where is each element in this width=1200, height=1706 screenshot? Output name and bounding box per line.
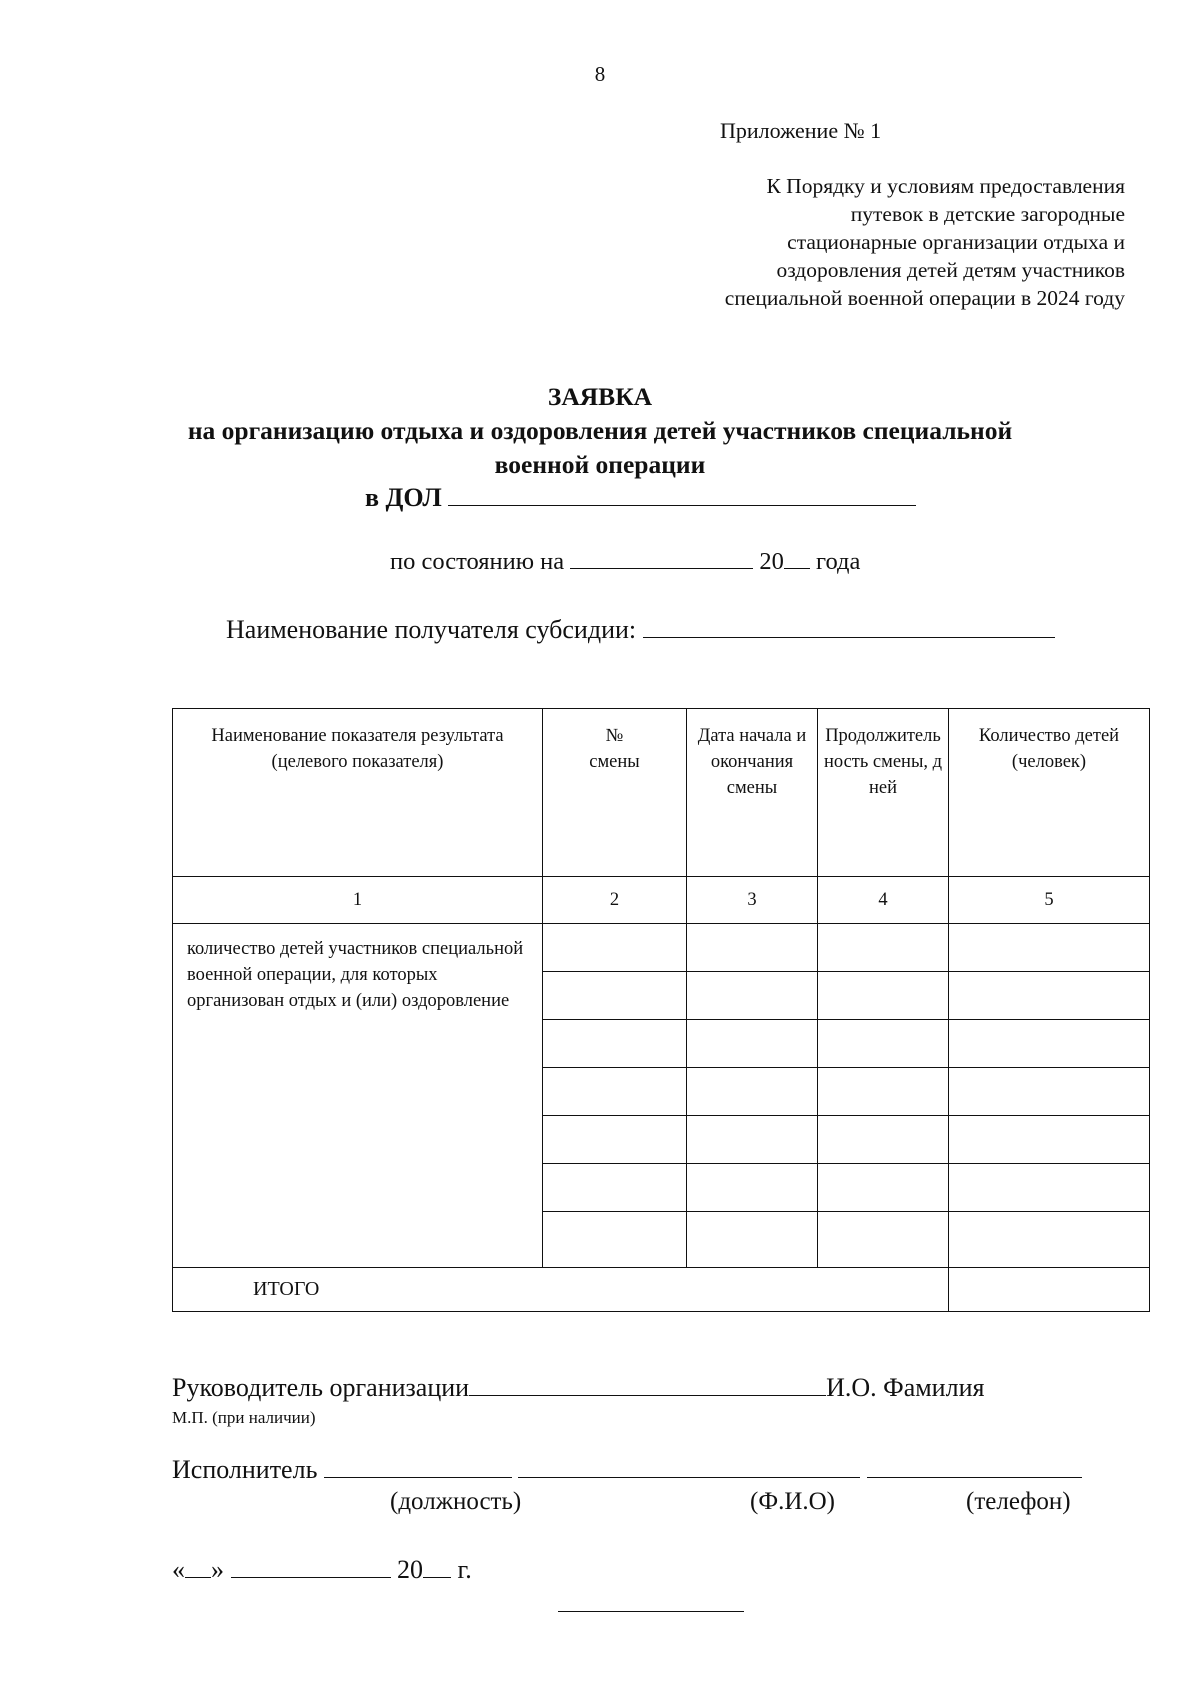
executor-phone-field[interactable] bbox=[867, 1477, 1082, 1478]
appendix-title: Приложение № 1 bbox=[720, 118, 882, 143]
appendix-reference-line: специальной военной операции в 2024 году bbox=[724, 286, 1125, 310]
executor-name-field[interactable] bbox=[518, 1477, 860, 1478]
stamp-note: М.П. (при наличии) bbox=[172, 1408, 316, 1427]
shift-duration-cell[interactable] bbox=[818, 1068, 949, 1116]
caption-position: (должность) bbox=[390, 1488, 522, 1515]
dol-line bbox=[365, 483, 916, 513]
header-children-count: Количество детей (человек) bbox=[949, 709, 1150, 877]
column-number: 4 bbox=[818, 877, 949, 924]
header-shift-number: № смены bbox=[543, 709, 687, 877]
children-count-cell[interactable] bbox=[949, 972, 1150, 1020]
appendix-reference-line: оздоровления детей детям участников bbox=[776, 258, 1125, 282]
shift-duration-cell[interactable] bbox=[818, 1020, 949, 1068]
document-subtitle-line1: на организацию отдыха и оздоровления детей участников специальной bbox=[187, 416, 1013, 445]
header-indicator: Наименование показателя результата (целевого показателя) bbox=[173, 709, 543, 877]
shift-number-cell[interactable] bbox=[543, 1020, 687, 1068]
status-year-field[interactable] bbox=[784, 568, 810, 569]
header-shift-dates: Дата начала и окончания смены bbox=[687, 709, 818, 877]
column-number: 5 bbox=[949, 877, 1150, 924]
shift-dates-cell[interactable] bbox=[687, 924, 818, 972]
head-signature-field[interactable] bbox=[469, 1395, 826, 1396]
date-open-quote: « bbox=[172, 1555, 185, 1584]
document-subtitle-line2: военной операции bbox=[494, 450, 706, 479]
executor-label: Исполнитель bbox=[172, 1455, 318, 1484]
shift-duration-cell[interactable] bbox=[818, 924, 949, 972]
children-count-cell[interactable] bbox=[949, 924, 1150, 972]
children-count-cell[interactable] bbox=[949, 1116, 1150, 1164]
total-row bbox=[173, 1268, 1150, 1312]
shift-duration-cell[interactable] bbox=[818, 1212, 949, 1268]
header-shift-duration: Продолжительность смены, дней bbox=[818, 709, 949, 877]
recipient-label: Наименование получателя субсидии: bbox=[226, 615, 637, 644]
status-date-line bbox=[390, 548, 860, 576]
children-count-cell[interactable] bbox=[949, 1164, 1150, 1212]
shift-dates-cell[interactable] bbox=[687, 1020, 818, 1068]
total-label: ИТОГО bbox=[173, 1268, 949, 1312]
shift-number-cell[interactable] bbox=[543, 972, 687, 1020]
shift-number-cell[interactable] bbox=[543, 924, 687, 972]
date-day-field[interactable] bbox=[185, 1577, 211, 1578]
shift-number-cell[interactable] bbox=[543, 1116, 687, 1164]
executor-position-field[interactable] bbox=[324, 1477, 512, 1478]
status-year-prefix: 20 bbox=[759, 548, 784, 575]
indicator-description: количество детей участников специальной военной операции, для которых организован отдых и (или) оздоровление bbox=[173, 924, 543, 1268]
shift-dates-cell[interactable] bbox=[687, 1164, 818, 1212]
shift-dates-cell[interactable] bbox=[687, 1116, 818, 1164]
appendix-reference-line: К Порядку и условиям предоставления bbox=[766, 174, 1125, 198]
date-close-quote: » bbox=[211, 1555, 224, 1584]
shift-number-cell[interactable] bbox=[543, 1068, 687, 1116]
column-number: 1 bbox=[173, 877, 543, 924]
dol-prefix: в ДОЛ bbox=[365, 483, 442, 512]
head-name: И.О. Фамилия bbox=[826, 1373, 985, 1402]
column-number: 3 bbox=[687, 877, 818, 924]
shift-duration-cell[interactable] bbox=[818, 1116, 949, 1164]
shift-duration-cell[interactable] bbox=[818, 1164, 949, 1212]
children-count-cell[interactable] bbox=[949, 1068, 1150, 1116]
head-label: Руководитель организации bbox=[172, 1373, 470, 1402]
children-count-cell[interactable] bbox=[949, 1020, 1150, 1068]
appendix-reference-line: путевок в детские загородные bbox=[850, 202, 1125, 226]
date-line bbox=[172, 1555, 472, 1585]
dol-name-field[interactable] bbox=[448, 505, 916, 506]
page-number: 8 bbox=[594, 62, 606, 86]
shift-dates-cell[interactable] bbox=[687, 1212, 818, 1268]
recipient-line bbox=[226, 615, 1055, 645]
shift-number-cell[interactable] bbox=[543, 1212, 687, 1268]
report-table bbox=[172, 708, 1150, 1312]
children-count-cell[interactable] bbox=[949, 1212, 1150, 1268]
table-row bbox=[173, 924, 1150, 972]
caption-name: (Ф.И.О) bbox=[750, 1488, 836, 1515]
appendix-reference bbox=[605, 172, 1125, 312]
column-number: 2 bbox=[543, 877, 687, 924]
document-title: ЗАЯВКА bbox=[547, 382, 653, 411]
executor-line bbox=[172, 1455, 1082, 1485]
recipient-name-field[interactable] bbox=[643, 637, 1055, 638]
caption-phone: (телефон) bbox=[966, 1488, 1071, 1515]
date-year-prefix: 20 bbox=[397, 1555, 423, 1584]
total-value-cell[interactable] bbox=[949, 1268, 1150, 1312]
column-number-row bbox=[173, 877, 1150, 924]
head-signature-line bbox=[172, 1373, 984, 1403]
date-year-field[interactable] bbox=[423, 1577, 451, 1578]
date-month-field[interactable] bbox=[231, 1577, 391, 1578]
status-prefix: по состоянию на bbox=[390, 548, 565, 575]
shift-duration-cell[interactable] bbox=[818, 972, 949, 1020]
status-suffix: года bbox=[816, 548, 861, 575]
shift-dates-cell[interactable] bbox=[687, 972, 818, 1020]
date-suffix: г. bbox=[457, 1555, 472, 1584]
status-date-field[interactable] bbox=[570, 568, 753, 569]
end-divider bbox=[558, 1611, 744, 1612]
shift-dates-cell[interactable] bbox=[687, 1068, 818, 1116]
shift-number-cell[interactable] bbox=[543, 1164, 687, 1212]
table-header-row bbox=[173, 709, 1150, 877]
appendix-reference-line: стационарные организации отдыха и bbox=[787, 230, 1125, 254]
